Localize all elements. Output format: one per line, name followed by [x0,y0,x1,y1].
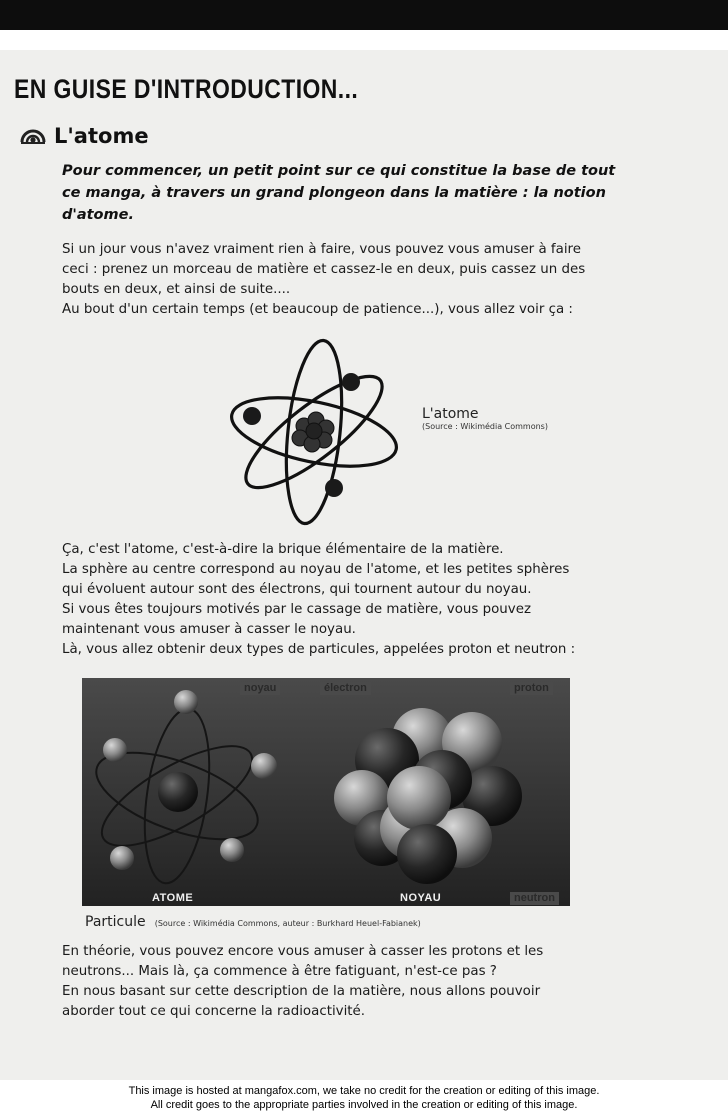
text-line: Au bout d'un certain temps (et beaucoup de patience...), vous allez voir ça : [62,302,573,317]
text-line: neutrons... Mais là, ça commence à être fatiguant, n'est-ce pas ? [62,964,497,979]
atom-caption-title: L'atome [422,406,479,422]
particle-illustration [82,678,570,906]
text-line: qui évoluent autour sont des électrons, qui tournent autour du noyau. [62,582,532,597]
tag-electron: électron [320,682,371,695]
text-line: bouts en deux, et ainsi de suite.... [62,282,291,297]
atom-diagram [226,334,406,526]
electron-sphere [103,738,127,762]
top-black-bar [0,0,728,30]
label-noyau: NOYAU [400,892,442,904]
lead-paragraph [62,160,622,226]
atom-section-icon [20,126,46,146]
text-line: Là, vous allez obtenir deux types de particules, appelées proton et neutron : [62,642,576,657]
atom-caption [422,406,548,431]
text-line: Ça, c'est l'atome, c'est-à-dire la brique élémentaire de la matière. [62,542,504,557]
electron-sphere [243,407,261,425]
hosting-footer [0,1084,728,1119]
text-line: En théorie, vous pouvez encore vous amuser à casser les protons et les [62,944,544,959]
text-line: En nous basant sur cette description de la matière, nous allons pouvoir [62,984,541,999]
paragraph-conclusion [62,942,642,1022]
lead-line: ce manga, à travers un grand plongeon dans la matière : la notion [62,185,606,201]
electron-sphere [342,373,360,391]
text-line: maintenant vous amuser à casser le noyau. [62,622,356,637]
text-line: Si vous êtes toujours motivés par le cassage de matière, vous pouvez [62,602,531,617]
footer-line: All credit goes to the appropriate parties involved in the creation or editing of this image. [150,1099,578,1111]
tag-proton: proton [510,682,553,695]
section-title: L'atome [54,124,149,148]
atom-caption-source: (Source : Wikimédia Commons) [422,422,548,431]
paragraph-atom [62,540,642,660]
section-header [20,124,149,148]
nucleus [292,412,334,452]
electron-sphere [251,753,277,779]
text-line: La sphère au centre correspond au noyau de l'atome, et les petites sphères [62,562,570,577]
text-line: Si un jour vous n'avez vraiment rien à faire, vous pouvez vous amuser à faire [62,242,581,257]
electron-sphere [174,690,198,714]
electron-sphere [220,838,244,862]
tag-noyau: noyau [240,682,280,695]
particle-caption-source: (Source : Wikimédia Commons, auteur : Burkhard Heuel-Fabianek) [154,919,421,928]
particle-caption-title: Particule [85,914,146,930]
text-line: aborder tout ce qui concerne la radioactivité. [62,1004,366,1019]
lead-line: Pour commencer, un petit point sur ce qui constitue la base de tout [62,163,616,179]
paragraph-intro [62,240,642,320]
label-atome: ATOME [152,892,194,904]
tag-neutron: neutron [510,892,559,905]
particle-caption [85,911,421,930]
particle-figure [82,678,570,906]
atom-nucleus [158,772,198,812]
lead-line: d'atome. [62,207,134,223]
electron-sphere [325,479,343,497]
electron-sphere [110,846,134,870]
text-line: ceci : prenez un morceau de matière et cassez-le en deux, puis cassez un des [62,262,586,277]
footer-line: This image is hosted at mangafox.com, we take no credit for the creation or editing of this image. [128,1085,600,1097]
page-title: EN GUISE D'INTRODUCTION... [14,74,359,104]
